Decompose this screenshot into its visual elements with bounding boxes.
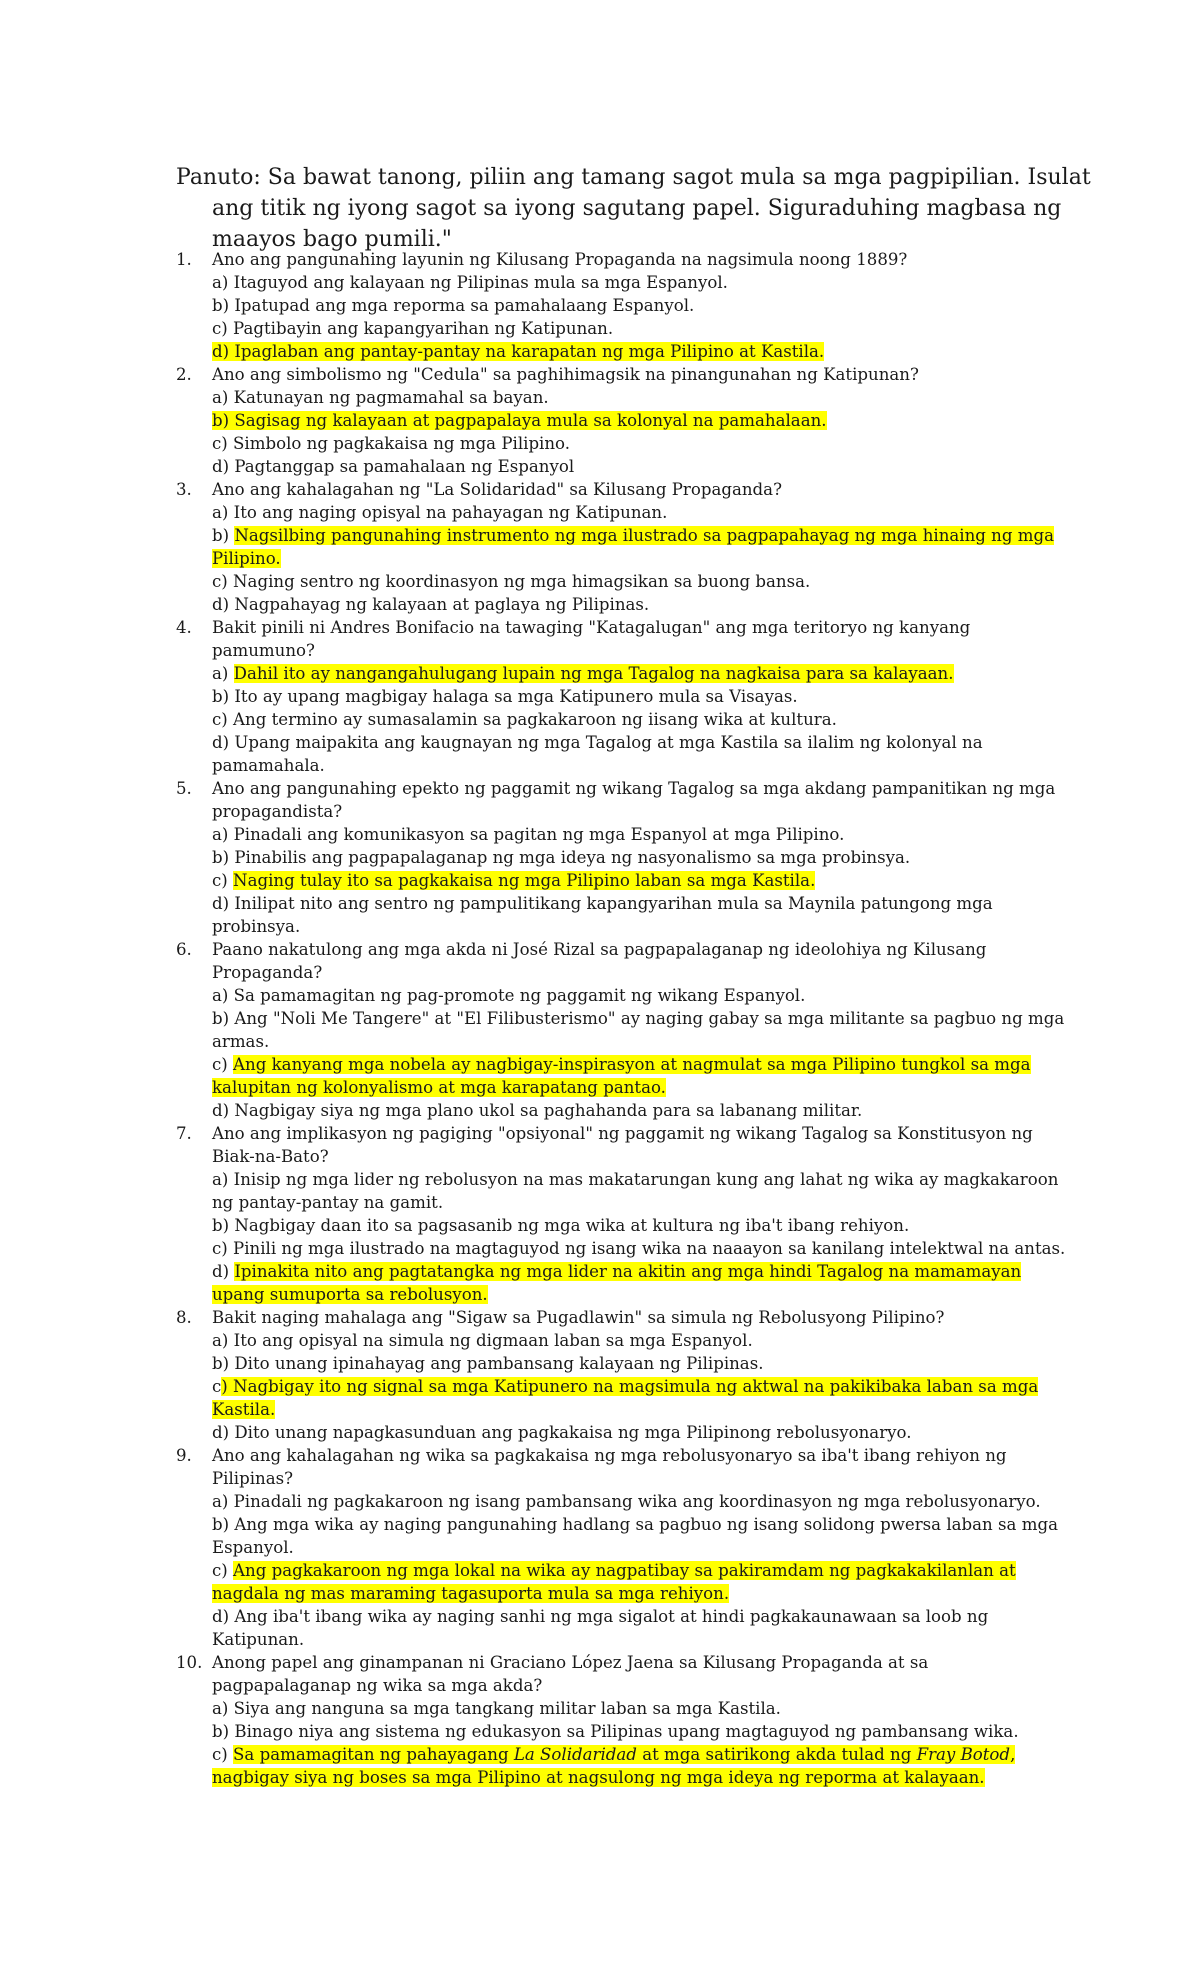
option-prefix: b) xyxy=(212,526,235,545)
option-text: c) Pagtibayin ang kapangyarihan ng Katipunan. xyxy=(212,319,614,338)
answer-highlight: b) Sagisag ng kalayaan at pagpapalaya mula sa kolonyal na pamahalaan. xyxy=(212,411,827,430)
option-q6-d xyxy=(212,1099,1066,1122)
option-q5-c xyxy=(212,869,1066,892)
option-q2-b xyxy=(212,409,1066,432)
option-q5-b xyxy=(212,846,1066,869)
option-text: a) Siya ang nanguna sa mga tangkang militar laban sa mga Kastila. xyxy=(212,1699,781,1718)
question-8 xyxy=(176,1306,1066,1444)
option-text: a) Ito ang opisyal na simula ng digmaan laban sa mga Espanyol. xyxy=(212,1331,753,1350)
question-2 xyxy=(176,363,1066,478)
option-q1-d xyxy=(212,340,1066,363)
option-text: a) Ito ang naging opisyal na pahayagan ng Katipunan. xyxy=(212,503,668,522)
option-text: d) Nagpahayag ng kalayaan at paglaya ng Pilipinas. xyxy=(212,595,650,614)
option-q4-d xyxy=(212,731,1066,777)
option-q3-a xyxy=(212,501,1066,524)
option-q10-c xyxy=(212,1743,1066,1789)
option-prefix: c) xyxy=(212,1745,234,1764)
question-number: 4. xyxy=(176,618,192,637)
option-q7-c xyxy=(212,1237,1066,1260)
question-list xyxy=(176,248,1066,1789)
italic-title-fray-botod: Fray Botod xyxy=(916,1745,1011,1764)
option-prefix: a) xyxy=(212,664,234,683)
option-text: b) Pinabilis ang pagpapalaganap ng mga ideya ng nasyonalismo sa mga probinsya. xyxy=(212,848,911,867)
question-number: 8. xyxy=(176,1308,192,1327)
option-prefix: c) xyxy=(212,1561,234,1580)
question-text: Ano ang simbolismo ng "Cedula" sa paghihimagsik na pinangunahan ng Katipunan? xyxy=(212,365,919,384)
question-4 xyxy=(176,616,1066,777)
option-q3-d xyxy=(212,593,1066,616)
option-q7-b xyxy=(212,1214,1066,1237)
question-text: Bakit naging mahalaga ang "Sigaw sa Pugadlawin" sa simula ng Rebolusyong Pilipino? xyxy=(212,1308,945,1327)
option-text: a) Katunayan ng pagmamahal sa bayan. xyxy=(212,388,549,407)
option-text: c) Pinili ng mga ilustrado na magtaguyod ng isang wika na naaayon sa kanilang intelektwal na antas. xyxy=(212,1239,1066,1258)
question-text: Ano ang implikasyon ng pagiging "opsiyonal" ng paggamit ng wikang Tagalog sa Konstitusyon ng Biak-na-Bato? xyxy=(212,1124,1033,1166)
option-q5-a xyxy=(212,823,1066,846)
option-prefix: c xyxy=(212,1377,222,1396)
option-text: at mga satirikong akda tulad ng xyxy=(636,1745,917,1764)
answer-highlight: d) Ipaglaban ang pantay-pantay na karapatan ng mga Pilipino at Kastila. xyxy=(212,342,825,361)
option-text: a) Itaguyod ang kalayaan ng Pilipinas mula sa mga Espanyol. xyxy=(212,273,728,292)
option-q9-a xyxy=(212,1490,1066,1513)
question-number: 6. xyxy=(176,940,192,959)
option-text: c) Naging sentro ng koordinasyon ng mga himagsikan sa buong bansa. xyxy=(212,572,811,591)
option-q8-d xyxy=(212,1421,1066,1444)
option-q10-b xyxy=(212,1720,1066,1743)
question-9 xyxy=(176,1444,1066,1651)
question-5 xyxy=(176,777,1066,938)
option-text: d) Upang maipakita ang kaugnayan ng mga Tagalog at mga Kastila sa ilalim ng kolonyal na pamamahala. xyxy=(212,733,983,775)
question-1 xyxy=(176,248,1066,363)
option-prefix: c) xyxy=(212,871,234,890)
option-text: b) Ipatupad ang mga reporma sa pamahalaang Espanyol. xyxy=(212,296,695,315)
option-text: d) Inilipat nito ang sentro ng pampulitikang kapangyarihan mula sa Maynila patungong mga probinsya. xyxy=(212,894,993,936)
question-3 xyxy=(176,478,1066,616)
option-text: d) Nagbigay siya ng mga plano ukol sa paghahanda para sa labanang militar. xyxy=(212,1101,863,1120)
question-number: 3. xyxy=(176,480,192,499)
option-q6-a xyxy=(212,984,1066,1007)
option-text: d) Ang iba't ibang wika ay naging sanhi ng mga sigalot at hindi pagkakaunawaan sa loob ng Katipunan. xyxy=(212,1607,989,1649)
question-text: Ano ang pangunahing layunin ng Kilusang Propaganda na nagsimula noong 1889? xyxy=(212,250,908,269)
question-text: Bakit pinili ni Andres Bonifacio na tawaging "Katagalugan" ang mga teritoryo ng kanyang pamumuno? xyxy=(212,618,971,660)
option-text: b) Ang "Noli Me Tangere" at "El Filibusterismo" ay naging gabay sa mga militante sa pagbuo ng mga armas. xyxy=(212,1009,1065,1051)
option-q2-d xyxy=(212,455,1066,478)
answer-highlight: ) Nagbigay ito ng signal sa mga Katipunero na magsimula ng aktwal na pakikibaka laban sa mga Kastila. xyxy=(212,1377,1039,1419)
option-q9-d xyxy=(212,1605,1066,1651)
option-q4-a xyxy=(212,662,1066,685)
option-text: , nagbigay siya ng boses sa mga Pilipino at nagsulong ng mga ideya ng reporma at kalayaan. xyxy=(212,1745,1016,1787)
question-number: 9. xyxy=(176,1446,192,1465)
option-q2-a xyxy=(212,386,1066,409)
option-q1-b xyxy=(212,294,1066,317)
option-text: b) Ang mga wika ay naging pangunahing hadlang sa pagbuo ng isang solidong pwersa laban sa mga Espanyol. xyxy=(212,1515,1058,1557)
option-text: Sa pamamagitan ng pahayagang xyxy=(233,1745,514,1764)
answer-highlight: Nagsilbing pangunahing instrumento ng mga ilustrado sa pagpapahayag ng mga hinaing ng mga Pilipino. xyxy=(212,526,1055,568)
option-q5-d xyxy=(212,892,1066,938)
option-q6-c xyxy=(212,1053,1066,1099)
option-text: b) Dito unang ipinahayag ang pambansang kalayaan ng Pilipinas. xyxy=(212,1354,764,1373)
answer-highlight: Ipinakita nito ang pagtatangka ng mga lider na akitin ang mga hindi Tagalog na mamamayan upang sumuporta sa rebolusyon. xyxy=(212,1262,1022,1304)
question-text: Paano nakatulong ang mga akda ni José Rizal sa pagpapalaganap ng ideolohiya ng Kilusang Propaganda? xyxy=(212,940,987,982)
option-text: a) Sa pamamagitan ng pag-promote ng paggamit ng wikang Espanyol. xyxy=(212,986,806,1005)
question-number: 2. xyxy=(176,365,192,384)
option-text: b) Ito ay upang magbigay halaga sa mga Katipunero mula sa Visayas. xyxy=(212,687,798,706)
option-q8-c xyxy=(212,1375,1066,1421)
option-prefix: c) xyxy=(212,1055,234,1074)
option-q3-c xyxy=(212,570,1066,593)
option-text: d) Dito unang napagkasunduan ang pagkakaisa ng mga Pilipinong rebolusyonaryo. xyxy=(212,1423,912,1442)
question-number: 1. xyxy=(176,250,192,269)
option-prefix: d) xyxy=(212,1262,235,1281)
question-number: 5. xyxy=(176,779,192,798)
option-q1-c xyxy=(212,317,1066,340)
option-text: a) Pinadali ang komunikasyon sa pagitan ng mga Espanyol at mga Pilipino. xyxy=(212,825,845,844)
option-q4-b xyxy=(212,685,1066,708)
question-6 xyxy=(176,938,1066,1122)
option-q7-d xyxy=(212,1260,1066,1306)
option-text: b) Nagbigay daan ito sa pagsasanib ng mga wika at kultura ng iba't ibang rehiyon. xyxy=(212,1216,910,1235)
answer-highlight xyxy=(212,1745,1015,1787)
answer-highlight: Dahil ito ay nangangahulugang lupain ng mga Tagalog na nagkaisa para sa kalayaan. xyxy=(233,664,954,683)
option-q8-a xyxy=(212,1329,1066,1352)
question-number: 10. xyxy=(176,1653,203,1672)
question-text: Anong papel ang ginampanan ni Graciano López Jaena sa Kilusang Propaganda at sa pagpapalaganap ng wika sa mga akda? xyxy=(212,1653,929,1695)
option-text: d) Pagtanggap sa pamahalaan ng Espanyol xyxy=(212,457,575,476)
option-q8-b xyxy=(212,1352,1066,1375)
option-text: a) Inisip ng mga lider ng rebolusyon na mas makatarungan kung ang lahat ng wika ay magkakaroon ng pantay-pantay na gamit. xyxy=(212,1170,1059,1212)
option-text: c) Simbolo ng pagkakaisa ng mga Pilipino. xyxy=(212,434,571,453)
option-q9-c xyxy=(212,1559,1066,1605)
option-q3-b xyxy=(212,524,1066,570)
instructions-text: Panuto: Sa bawat tanong, piliin ang tamang sagot mula sa mga pagpipilian. Isulat ang titik ng iyong sagot sa iyong sagutang papel. Siguraduhing magbasa ng maayos bago pumili." xyxy=(176,165,1091,252)
question-text: Ano ang pangunahing epekto ng paggamit ng wikang Tagalog sa mga akdang pampanitikan ng mga propagandista? xyxy=(212,779,1056,821)
option-q10-a xyxy=(212,1697,1066,1720)
option-q6-b xyxy=(212,1007,1066,1053)
answer-highlight: Ang kanyang mga nobela ay nagbigay-inspirasyon at nagmulat sa mga Pilipino tungkol sa mga kalupitan ng kolonyalismo at mga karapatang pantao. xyxy=(212,1055,1031,1097)
question-10 xyxy=(176,1651,1066,1789)
question-number: 7. xyxy=(176,1124,192,1143)
option-text: c) Ang termino ay sumasalamin sa pagkakaroon ng iisang wika at kultura. xyxy=(212,710,837,729)
option-q2-c xyxy=(212,432,1066,455)
option-q7-a xyxy=(212,1168,1066,1214)
question-text: Ano ang kahalagahan ng wika sa pagkakaisa ng mga rebolusyonaryo sa iba't ibang rehiyon ng Pilipinas? xyxy=(212,1446,1007,1488)
option-q9-b xyxy=(212,1513,1066,1559)
answer-highlight: Naging tulay ito sa pagkakaisa ng mga Pilipino laban sa mga Kastila. xyxy=(233,871,816,890)
answer-highlight: Ang pagkakaroon ng mga lokal na wika ay nagpatibay sa pakiramdam ng pagkakakilanlan at nagdala ng mas maraming tagasuporta mula sa mga rehiyon. xyxy=(212,1561,1016,1603)
question-text: Ano ang kahalagahan ng "La Solidaridad" sa Kilusang Propaganda? xyxy=(212,480,782,499)
italic-title-la-solidaridad: La Solidaridad xyxy=(513,1745,637,1764)
option-text: b) Binago niya ang sistema ng edukasyon sa Pilipinas upang magtaguyod ng pambansang wika. xyxy=(212,1722,1019,1741)
question-7 xyxy=(176,1122,1066,1306)
option-q4-c xyxy=(212,708,1066,731)
option-q1-a xyxy=(212,271,1066,294)
option-text: a) Pinadali ng pagkakaroon ng isang pambansang wika ang koordinasyon ng mga rebolusyonaryo. xyxy=(212,1492,1041,1511)
